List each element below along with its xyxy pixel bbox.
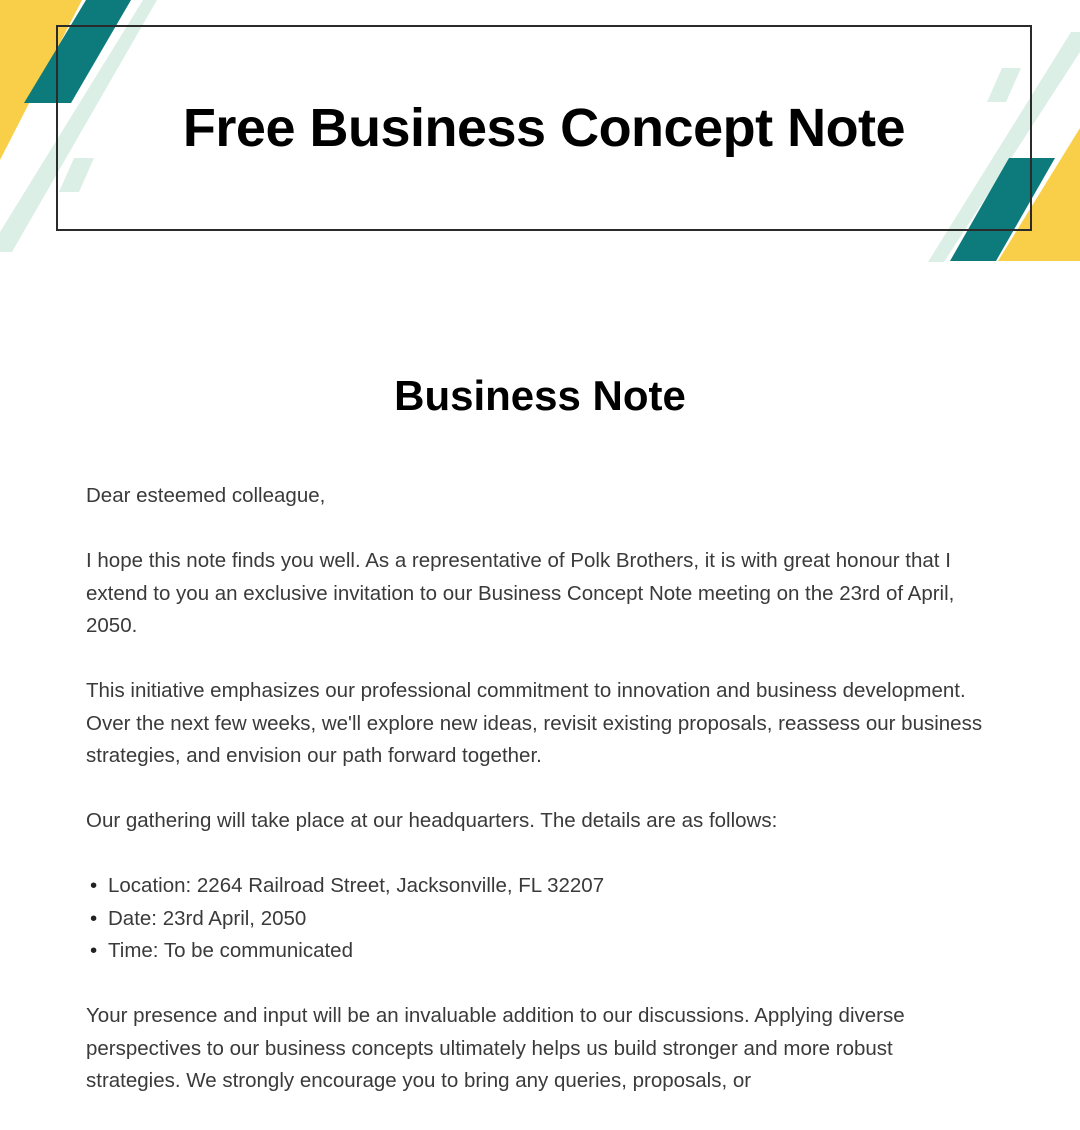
detail-location: • Location: 2264 Railroad Street, Jacksonville, FL 32207 [108,870,986,903]
paragraph-closing: Your presence and input will be an invaluable addition to our discussions. Applying diverse perspectives to our business concepts ultimately helps us build stronger and more robust strategies. We strongly encourage you to bring any queries, proposals, or [86,1004,905,1092]
paragraph-initiative: This initiative emphasizes our professional commitment to innovation and business development. Over the next few weeks, we'll explore new ideas, revisit existing proposals, reassess our business strategies, and envision our path forward together. [86,679,983,767]
paragraph-gathering: Our gathering will take place at our headquarters. The details are as follows: [86,809,778,832]
detail-time: • Time: To be communicated [108,935,986,968]
letter-body [86,480,986,1130]
greeting-text: Dear esteemed colleague, [86,484,326,507]
details-list [86,870,986,968]
section-heading: Business Note [394,372,686,419]
page-title: Free Business Concept Note [182,98,906,158]
detail-date: • Date: 23rd April, 2050 [108,903,986,936]
paragraph-invitation: I hope this note finds you well. As a representative of Polk Brothers, it is with great honour that I extend to you an exclusive invitation to our Business Concept Note meeting on the 23rd of April, 2050. [86,549,955,637]
